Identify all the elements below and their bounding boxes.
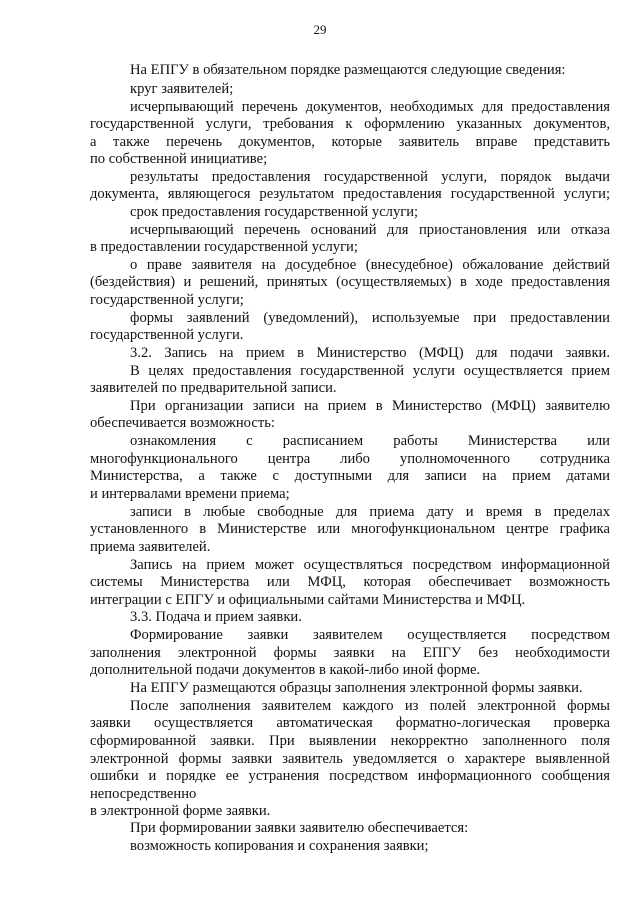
text-line: системы Министерства или МФЦ, которая обеспечивает возможность: [90, 574, 610, 590]
text-line: результаты предоставления государственной услуги, порядок выдачи: [130, 169, 610, 185]
text-line: государственной услуги;: [90, 292, 244, 308]
text-line: о праве заявителя на досудебное (внесудебное) обжалование действий: [130, 257, 610, 273]
text-line: приема заявителей.: [90, 539, 211, 555]
text-line: заполнения электронной формы заявки на ЕПГУ без необходимости: [90, 645, 610, 661]
text-line: срок предоставления государственной услуги;: [130, 204, 419, 220]
text-line: в предоставлении государственной услуги;: [90, 239, 358, 255]
text-line: дополнительной подачи документов в какой-либо иной форме.: [90, 662, 481, 678]
text-line: исчерпывающий перечень документов, необходимых для предоставления: [130, 99, 610, 115]
text-line: Министерства, а также с доступными для записи на прием датами: [90, 468, 610, 484]
text-line: а также перечень документов, которые заявитель вправе представить: [90, 134, 610, 150]
text-line: ошибки и порядке ее устранения посредством информационного сообщения: [90, 768, 610, 784]
text-line: исчерпывающий перечень оснований для приостановления или отказа: [130, 222, 610, 238]
text-line: непосредственно: [90, 786, 197, 802]
text-line: При организации записи на прием в Министерство (МФЦ) заявителю: [130, 398, 610, 414]
text-line: формы заявлений (уведомлений), используемые при предоставлении: [130, 310, 610, 326]
text-line: государственной услуги.: [90, 327, 244, 343]
text-line: и интервалами времени приема;: [90, 486, 290, 502]
text-line: в электронной форме заявки.: [90, 803, 271, 819]
text-line: После заполнения заявителем каждого из полей электронной формы: [130, 698, 610, 714]
text-line: 3.3. Подача и прием заявки.: [130, 609, 302, 625]
page-number: 29: [313, 22, 327, 37]
text-line: При формировании заявки заявителю обеспечивается:: [130, 820, 469, 836]
text-line: 3.2. Запись на прием в Министерство (МФЦ) для подачи заявки.: [130, 345, 610, 361]
text-line: возможность копирования и сохранения заявки;: [130, 838, 429, 854]
text-line: В целях предоставления государственной услуги осуществляется прием: [130, 363, 610, 379]
text-line: многофункционального центра либо уполномоченного сотрудника: [90, 451, 610, 467]
text-line: установленного в Министерстве или многофункциональном центре графика: [90, 521, 610, 537]
text-line: Формирование заявки заявителем осуществляется посредством: [130, 627, 610, 643]
text-line: записи в любые свободные для приема дату и время в пределах: [130, 504, 610, 520]
text-line: Запись на прием может осуществляться посредством информационной: [130, 557, 610, 573]
text-line: электронной формы заявки заявитель уведомляется о характере выявленной: [90, 751, 610, 767]
text-line: заявителей по предварительной записи.: [90, 380, 337, 396]
text-line: На ЕПГУ размещаются образцы заполнения электронной формы заявки.: [130, 680, 583, 696]
text-line: интеграции с ЕПГУ и официальными сайтами Министерства и МФЦ.: [90, 592, 526, 608]
text-line: ознакомления с расписанием работы Министерства или: [130, 433, 610, 449]
text-line: заявки осуществляется автоматическая форматно-логическая проверка: [90, 715, 610, 731]
text-line: сформированной заявки. При выявлении некорректно заполненного поля: [90, 733, 610, 749]
text-line: по собственной инициативе;: [90, 151, 268, 167]
text-line: обеспечивается возможность:: [90, 415, 275, 431]
text-line: документа, являющегося результатом предоставления государственной услуги;: [90, 186, 610, 202]
text-line: На ЕПГУ в обязательном порядке размещаются следующие сведения:: [130, 62, 566, 78]
text-line: государственной услуги, требования к оформлению указанных документов,: [90, 116, 610, 132]
text-line: круг заявителей;: [130, 81, 234, 97]
text-line: (бездействия) и решений, принятых (осуществляемых) в ходе предоставления: [90, 274, 610, 290]
